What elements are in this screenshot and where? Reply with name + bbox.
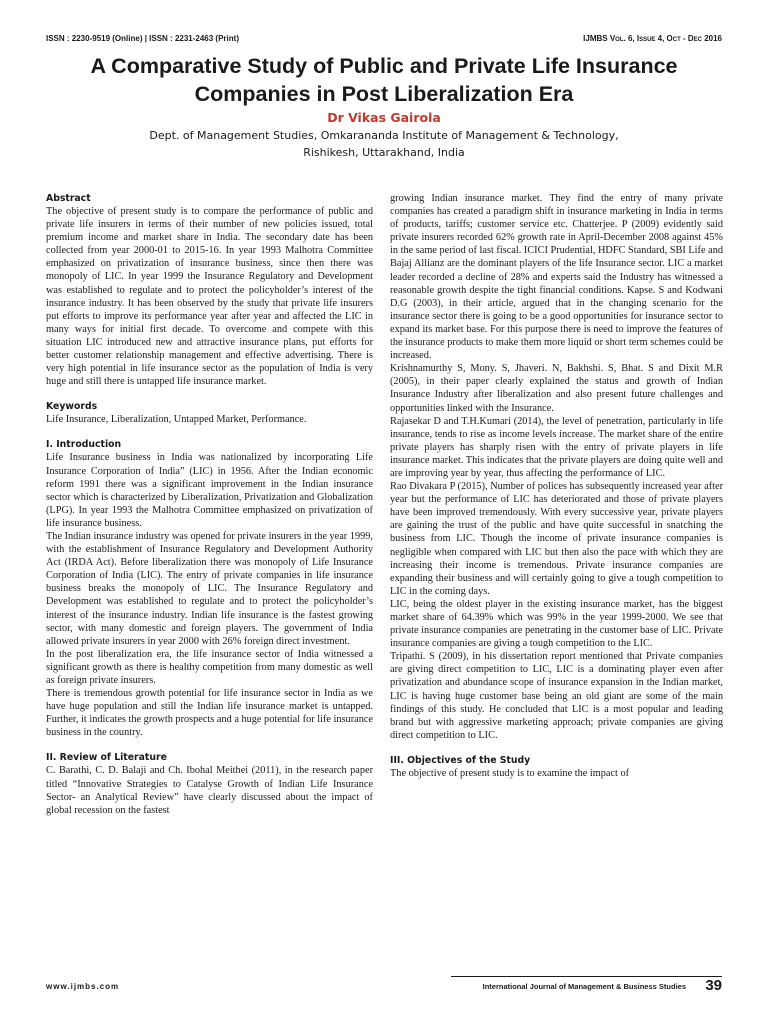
intro-paragraph: There is tremendous growth potential for life insurance sector in India as we have huge population and still the Indian life insurance market is untapped. Further, it indicates the growth prospects and a huge potential for life insurance business in the country. [46,688,373,739]
literature-paragraph: Rao Divakara P (2015), Number of polices has subsequently increased year after year but the performance of LIC has deteriorated and those of private players have been improved tremendously. With every successive year, private players are gaining the trust of the public and have quite successful in snatching the business from LIC. Though the income of private insurance companies is negligible when compared with LIC but then also the pace with which they are increasing their income is tremendous. Private insurance companies are expanding their business and will certainly going to give a tough competition to LIC in the coming days. [390,481,723,597]
literature-paragraph: C. Barathi, C. D. Balaji and Ch. Ibohal Meithei (2011), in the research paper titled “Innovative Strategies to Catalyse Growth of Indian Life Insurance Sector- an Analytical Review” have clearly discussed about the impact of global recession on the fastest [46,765,373,816]
right-column [390,192,723,780]
left-column [46,192,373,817]
literature-paragraph: LIC, being the oldest player in the existing insurance market, has the biggest market share of 64.39% which was 99% in the year 1999-2000. We see that private insurance companies are penetrating in the customer base of LIC. Private insurance companies are giving a tough competition to the LIC. [390,598,723,650]
literature-paragraph: growing Indian insurance market. They find the entry of many private companies has created a paradigm shift in insurance marketing in India in terms of products, tariffs; customer service etc. Chatterjee. P (2009) evidently said private insurers recorded 62% growth rate in April-December 2008 against 45% in the same period of last fiscal. ICICI Prudential, HDFC Standard, SBI Life and Bajaj Allianz are the dominant players of the life Insurance sector. LIC a market leader recorded a decline of 28% and experts said the Industry has witnessed a reasonable growth despite the tight financial conditions. Kapse. S and Kodwani D.G (2003), in their article, argued that in the changing scenario for the insurance sector there is going to be a good opportunities for insurance sector to expand its market base. For this purpose there is need to improve the features of the insurance products to make them more liquid or short term schemes could be increased. [390,193,723,362]
keywords-text: Life Insurance, Liberalization, Untapped Market, Performance. [46,414,307,426]
literature-paragraph: Tripathi. S (2009), in his dissertation report mentioned that Private companies are giving direct competition to LIC, LIC is a dominating player even after privatization and abundance scope of insurance expansion in the Indian market, LIC is having huge customer base being an old giant are some of the main findings of this study. He concluded that LIC is a most popular and leading brand but with aggressive marketing approach; private companies are giving direct competition to LIC. [390,651,723,741]
affiliation-line: Dept. of Management Studies, Omkarananda Institute of Management & Technology, [149,129,619,142]
abstract-text: The objective of present study is to compare the performance of public and private life insurers in terms of their number of new policies issued, total premium income and market share in India. The secondary date has been collected from year 2000-01 to 2015-16. In year 1993 Malhotra Committee emphasized on privatization of insurance business, since then there was monopoly of LIC. In year 1999 the Insurance Regulatory and Development was established to regulate and to protect the policyholder’s interest of the insurance industry. It has been observed by the study that private life insurers put efforts to improve its performance year after year and affected the LIC in many ways for initial first decade. To overcome and compete with this situation LIC introduced new and attractive insurance plans, put efforts for better customer relationship management and effective advertising. There is very high potential in life insurance sector as the population of India is very huge and still there is untapped life insurance market. [46,206,373,388]
intro-paragraph: The Indian insurance industry was opened for private insurers in the year 1999, with the establishment of Insurance Regulatory and Development Authority Act (IRDA Act). Before liberalization there was monopoly of Life Insurance Corporation of India (LIC). The entry of private companies in life insurance business breaks the monopoly of LIC. The Insurance Regulatory and Development was established to regulate and to protect the policyholder’s interest of the insurance industry. Indian life insurance is the fastest growing sector, with many domestic and foreign players. The government of India allowed private insurers in year 2000 with 26% foreign direct investment. [46,530,373,647]
page-number: 39 [705,977,722,994]
intro-paragraph: In the post liberalization era, the life insurance sector of India witnessed a significant growth as there is healthy competition from many domestic as well as foreign private insurers. [46,648,373,686]
introduction-heading: I. Introduction [46,439,122,451]
objectives-heading: III. Objectives of the Study [390,754,531,766]
literature-heading: II. Review of Literature [46,752,167,764]
abstract-heading: Abstract [46,193,91,204]
objectives-text: The objective of present study is to examine the impact of [390,767,630,779]
author-affiliation [40,127,728,161]
keywords-heading: Keywords [46,401,98,413]
paper-title: A Comparative Study of Public and Private Life Insurance Companies in Post Liberalization Era [90,54,678,106]
author-name: Dr Vikas Gairola [327,110,441,125]
intro-paragraph: Life Insurance business in India was nationalized by incorporating Life Insurance Corporation of India” (LIC) in 1956. After the Indian economic reform 1991 there was a significant improvement in the Indian insurance sector which is characterized by Liberalization, Privatization and Globalization (LPG). In year 1993 the Malhotra Committee emphasized on privatization of life insurance business. [46,452,373,529]
literature-paragraph: Rajasekar D and T.H.Kumari (2014), the level of penetration, particularly in life insurance, tends to rise as income levels increase. The market share of the entire private players has sharply risen with the entry of private players in life insurance market. This indicates that the private players are doing quite well and are improving year by year, thus affecting the performance of LIC. [390,415,723,479]
issn-text: ISSN : 2230-9519 (Online) | ISSN : 2231-2463 (Print) [46,34,239,43]
running-header [46,34,722,48]
page-footer [46,976,722,996]
journal-name: International Journal of Management & Business Studies [482,982,686,991]
literature-paragraph: Krishnamurthy S, Mony. S, Jhaveri. N, Bakhshi. S, Bhat. S and Dixit M.R (2005), in their paper clearly explained the status and growth of Indian Insurance Industry after liberalization and also present future challenges and opportunities linked with the Insurance. [390,363,723,414]
footer-rule [451,976,722,977]
journal-url[interactable]: www.ijmbs.com [46,982,120,991]
affiliation-line: Rishikesh, Uttarakhand, India [303,146,465,159]
journal-issue-text: IJMBS Vol. 6, Issue 4, Oct - Dec 2016 [583,34,722,43]
